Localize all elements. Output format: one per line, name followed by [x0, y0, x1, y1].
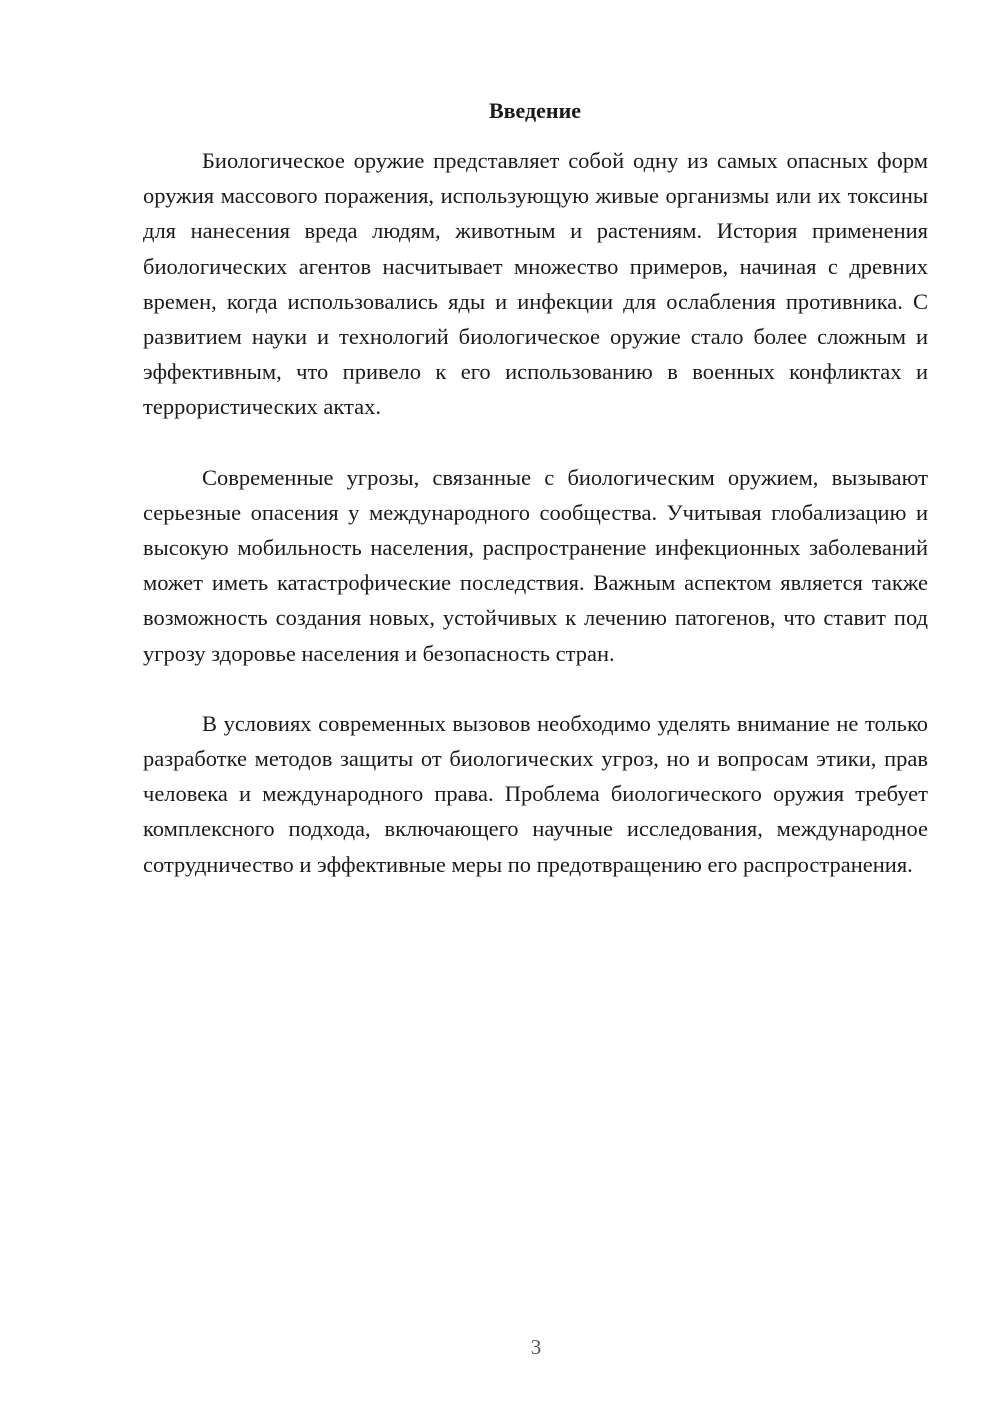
- page-title: Введение: [488, 98, 582, 123]
- paragraph-3: В условиях современных вызовов необходимо уделять внимание не только разработке методов защиты от биологических угроз, но и вопросам этики, прав человека и международного права. Проблема биологического оружия требует комплексного подхода, включающего научные исследования, международное сотрудничество и эффективные меры по предотвращению его распространения.: [143, 710, 928, 877]
- page-number: 3: [530, 1335, 542, 1359]
- body-text: [143, 143, 928, 917]
- paragraph-2: Современные угрозы, связанные с биологическим оружием, вызывают серьезные опасения у международного сообщества. Учитывая глобализацию и высокую мобильность населения, распространение инфекционных заболеваний может иметь катастрофические последствия. Важным аспектом является также возможность создания новых, устойчивых к лечению патогенов, что ставит под угрозу здоровье населения и безопасность стран.: [143, 464, 928, 666]
- paragraph-1: Биологическое оружие представляет собой одну из самых опасных форм оружия массового поражения, использующую живые организмы или их токсины для нанесения вреда людям, животным и растениям. История применения биологических агентов насчитывает множество примеров, начиная с древних времен, когда использовались яды и инфекции для ослабления противника. С развитием науки и технологий биологическое оружие стало более сложным и эффективным, что привело к его использованию в военных конфликтах и террористических актах.: [143, 148, 928, 420]
